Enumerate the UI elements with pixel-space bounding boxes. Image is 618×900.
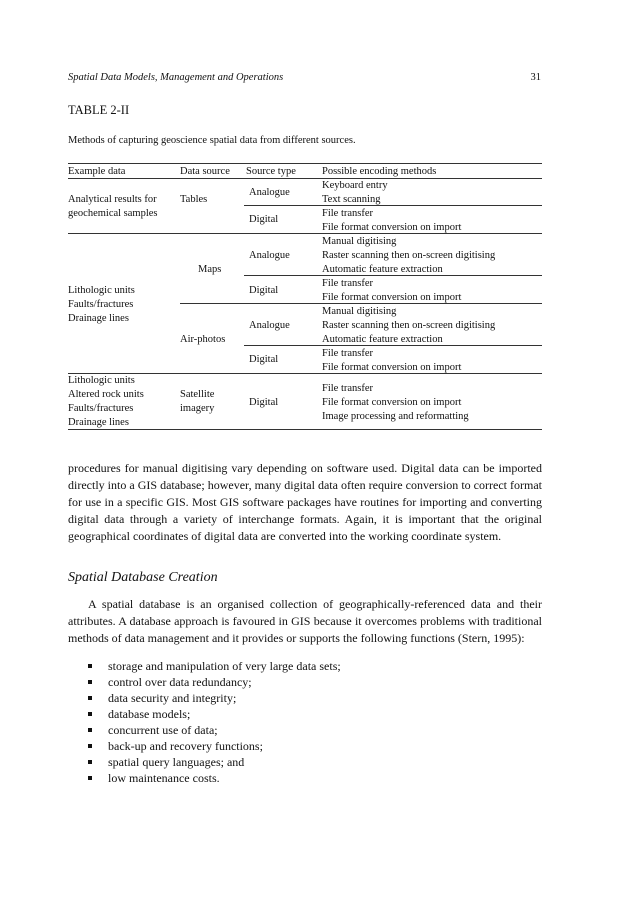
bullet-list bbox=[88, 658, 341, 786]
source-type-cell: Digital bbox=[249, 285, 279, 296]
table-bottom-rule bbox=[68, 429, 542, 430]
example-data-cell: Faults/fractures bbox=[68, 299, 134, 310]
table-top-rule bbox=[68, 163, 542, 164]
source-type-cell: Digital bbox=[249, 397, 279, 408]
example-data-cell: Altered rock units bbox=[68, 389, 144, 400]
source-type-cell: Analogue bbox=[249, 187, 290, 198]
running-title: Spatial Data Models, Management and Operations bbox=[68, 72, 284, 83]
example-data-cell: geochemical samples bbox=[68, 208, 158, 219]
bullet-item: back-up and recovery functions; bbox=[88, 738, 341, 754]
example-data-cell: Lithologic units bbox=[68, 285, 135, 296]
encoding-method: Raster scanning then on-screen digitising bbox=[322, 250, 496, 261]
encoding-method: File format conversion on import bbox=[322, 222, 462, 233]
data-source-cell: Tables bbox=[180, 194, 208, 205]
bullet-item: spatial query languages; and bbox=[88, 754, 341, 770]
column-header: Possible encoding methods bbox=[322, 166, 437, 177]
source-type-cell: Analogue bbox=[249, 250, 290, 261]
group-rule bbox=[68, 373, 542, 374]
example-data-cell: Drainage lines bbox=[68, 417, 129, 428]
encoding-method: File transfer bbox=[322, 208, 374, 219]
encoding-method: Keyboard entry bbox=[322, 180, 388, 191]
encoding-method: File transfer bbox=[322, 348, 374, 359]
page-number: 31 bbox=[530, 72, 541, 83]
column-header: Data source bbox=[180, 166, 230, 177]
group-rule bbox=[68, 233, 542, 234]
encoding-method: Automatic feature extraction bbox=[322, 264, 443, 275]
encoding-method: Automatic feature extraction bbox=[322, 334, 443, 345]
body-paragraph: A spatial database is an organised collection of geographically-referenced data and their attributes. A database approach is favoured in GIS because it overcomes problems with traditional methods of data management and it provides or supports the following functions (Stern, 1995): bbox=[68, 597, 542, 645]
column-header: Example data bbox=[68, 166, 126, 177]
encoding-method: File format conversion on import bbox=[322, 292, 462, 303]
example-data-cell: Analytical results for bbox=[68, 194, 157, 205]
source-type-cell: Analogue bbox=[249, 320, 290, 331]
bullet-item: control over data redundancy; bbox=[88, 674, 341, 690]
bullet-item: low maintenance costs. bbox=[88, 770, 341, 786]
encoding-method: Text scanning bbox=[322, 194, 381, 205]
body-paragraph: procedures for manual digitising vary depending on software used. Digital data can be imported directly into a GIS database; however, many digital data often require conversion to correct format for use in a specific GIS. Most GIS software packages have routines for importing and converting digital data through a variety of interchange formats. Again, it is important that the original geographical coordinates of digital data are converted into the working coordinate system. bbox=[68, 461, 542, 543]
encoding-method: Raster scanning then on-screen digitising bbox=[322, 320, 496, 331]
source-type-cell: Digital bbox=[249, 214, 279, 225]
table-caption: Methods of capturing geoscience spatial data from different sources. bbox=[68, 135, 356, 146]
section-heading: Spatial Database Creation bbox=[68, 570, 218, 585]
row-rule bbox=[244, 205, 542, 206]
example-data-cell: Faults/fractures bbox=[68, 403, 134, 414]
data-capture-table bbox=[68, 163, 542, 431]
data-source-cell: Air-photos bbox=[180, 334, 226, 345]
data-source-cell: Satellite bbox=[180, 389, 215, 400]
data-source-cell: Maps bbox=[198, 264, 222, 275]
encoding-method: Manual digitising bbox=[322, 306, 397, 317]
bullet-item: data security and integrity; bbox=[88, 690, 341, 706]
encoding-method: File format conversion on import bbox=[322, 362, 462, 373]
column-header: Source type bbox=[246, 166, 296, 177]
header-rule bbox=[68, 178, 542, 179]
encoding-method: File format conversion on import bbox=[322, 397, 462, 408]
source-type-cell: Digital bbox=[249, 354, 279, 365]
bullet-item: storage and manipulation of very large data sets; bbox=[88, 658, 341, 674]
bullet-item: concurrent use of data; bbox=[88, 722, 341, 738]
example-data-cell: Lithologic units bbox=[68, 375, 135, 386]
bullet-item: database models; bbox=[88, 706, 341, 722]
example-data-cell: Drainage lines bbox=[68, 313, 129, 324]
table-label: TABLE 2-II bbox=[68, 103, 130, 117]
page-header bbox=[68, 72, 541, 83]
encoding-method: Manual digitising bbox=[322, 236, 397, 247]
encoding-method: File transfer bbox=[322, 278, 374, 289]
encoding-method: Image processing and reformatting bbox=[322, 411, 469, 422]
data-source-cell: imagery bbox=[180, 403, 215, 414]
encoding-method: File transfer bbox=[322, 383, 374, 394]
